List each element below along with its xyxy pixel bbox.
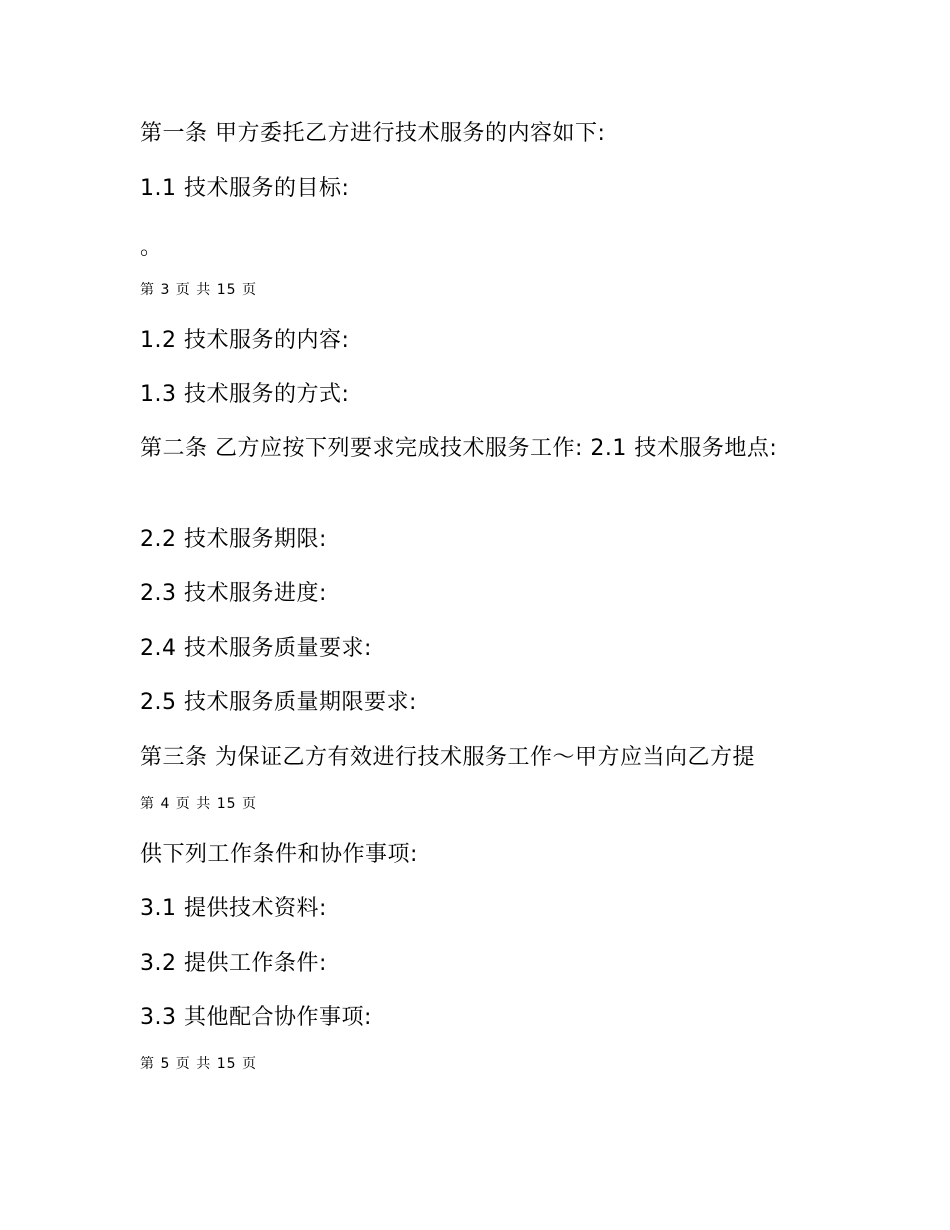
article-3-heading: 第三条 为保证乙方有效进行技术服务工作～甲方应当向乙方提	[140, 745, 755, 770]
clause-2-5: 2.5 技术服务质量期限要求:	[140, 690, 417, 715]
clause-1-3: 1.3 技术服务的方式:	[140, 382, 350, 407]
clause-3-3: 3.3 其他配合协作事项:	[140, 1005, 372, 1030]
page-footer-5: 第 5 页 共 15 页	[140, 1056, 257, 1072]
article-1-heading: 第一条 甲方委托乙方进行技术服务的内容如下:	[140, 121, 606, 146]
clause-2-4: 2.4 技术服务质量要求:	[140, 636, 372, 661]
article-2-heading: 第二条 乙方应按下列要求完成技术服务工作: 2.1 技术服务地点:	[140, 436, 778, 461]
clause-2-3: 2.3 技术服务进度:	[140, 581, 327, 606]
clause-2-2: 2.2 技术服务期限:	[140, 527, 327, 552]
article-3-continuation: 供下列工作条件和协作事项:	[140, 842, 418, 867]
clause-3-2: 3.2 提供工作条件:	[140, 951, 327, 976]
clause-1-2: 1.2 技术服务的内容:	[140, 328, 350, 353]
clause-1-1: 1.1 技术服务的目标:	[140, 176, 350, 201]
page-footer-4: 第 4 页 共 15 页	[140, 796, 257, 812]
blank-period: 。	[140, 235, 163, 260]
page-footer-3: 第 3 页 共 15 页	[140, 282, 257, 298]
clause-3-1: 3.1 提供技术资料:	[140, 896, 327, 921]
